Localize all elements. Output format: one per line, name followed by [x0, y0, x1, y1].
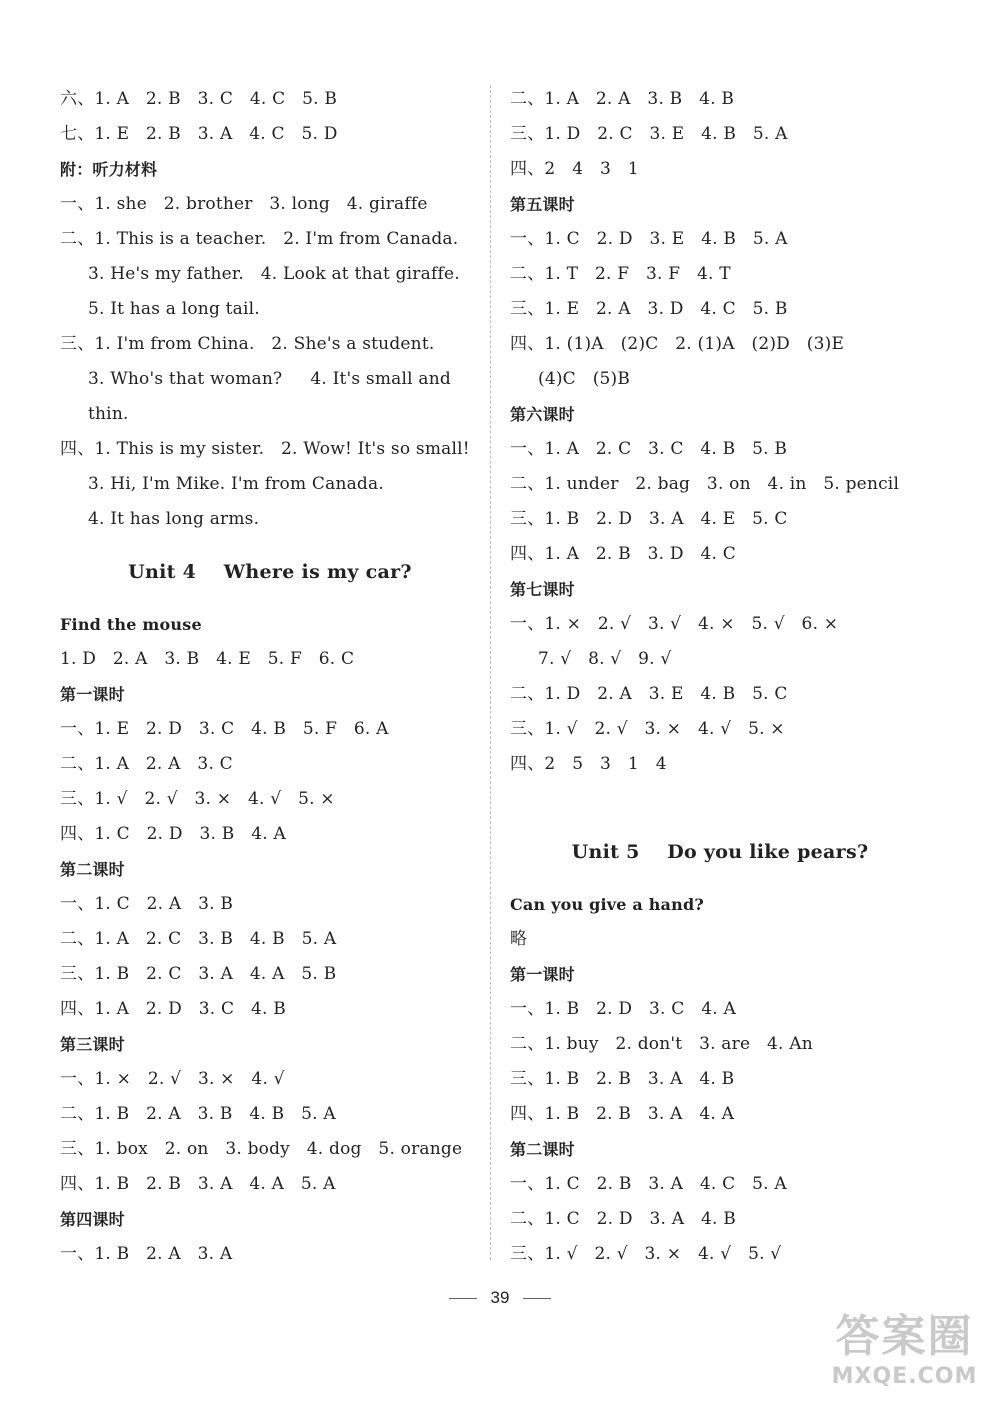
answer-line: 一、1. she 2. brother 3. long 4. giraffe — [60, 194, 428, 214]
answer-line: 二、1. under 2. bag 3. on 4. in 5. pencil — [510, 474, 900, 494]
answer-line: 二、1. T 2. F 3. F 4. T — [510, 264, 731, 284]
answer-line: 一、1. A 2. C 3. C 4. B 5. B — [510, 439, 788, 459]
unit-title: Unit 4 Where is my car? — [128, 561, 412, 583]
answer-line: 二、1. B 2. A 3. B 4. B 5. A — [60, 1104, 336, 1124]
answer-line: 略 — [510, 929, 528, 949]
answer-line: 二、1. This is a teacher. 2. I'm from Canada. — [60, 229, 459, 249]
answer-line: 三、1. I'm from China. 2. She's a student. — [60, 334, 435, 354]
answer-line: 四、1. A 2. D 3. C 4. B — [60, 999, 286, 1019]
answer-line: 七、1. E 2. B 3. A 4. C 5. D — [60, 124, 338, 144]
answer-line: 四、1. This is my sister. 2. Wow! It's so small! — [60, 439, 470, 459]
answer-line: 四、1. B 2. B 3. A 4. A — [510, 1104, 735, 1124]
answer-line: 三、1. box 2. on 3. body 4. dog 5. orange — [60, 1139, 463, 1159]
answer-line: 一、1. C 2. B 3. A 4. C 5. A — [510, 1174, 787, 1194]
answer-line: 二、1. buy 2. don't 3. are 4. An — [510, 1034, 813, 1054]
lesson-heading: 第一课时 — [510, 965, 575, 984]
answer-line: 四、1. (1)A (2)C 2. (1)A (2)D (3)E — [510, 334, 845, 354]
answer-line: 7. √ 8. √ 9. √ — [538, 649, 672, 669]
answer-line: 5. It has a long tail. — [88, 299, 260, 319]
answer-line: 三、1. B 2. B 3. A 4. B — [510, 1069, 735, 1089]
answer-line: thin. — [88, 404, 129, 424]
footer-dash — [449, 1298, 477, 1299]
page-number: 39 — [490, 1288, 510, 1307]
lesson-heading: 第四课时 — [60, 1210, 125, 1229]
footer-dash — [523, 1298, 551, 1299]
answer-line: 一、1. B 2. D 3. C 4. A — [510, 999, 736, 1019]
answer-line: 二、1. D 2. A 3. E 4. B 5. C — [510, 684, 788, 704]
answer-line: 四、2 4 3 1 — [510, 159, 639, 179]
answer-line: 三、1. B 2. D 3. A 4. E 5. C — [510, 509, 788, 529]
answer-line: 三、1. B 2. C 3. A 4. A 5. B — [60, 964, 337, 984]
answer-line: 三、1. √ 2. √ 3. × 4. √ 5. × — [510, 719, 785, 739]
lesson-heading: 第三课时 — [60, 1035, 125, 1054]
answer-line: 一、1. C 2. A 3. B — [60, 894, 234, 914]
site-watermark — [817, 1311, 992, 1401]
answer-line: 三、1. E 2. A 3. D 4. C 5. B — [510, 299, 788, 319]
answer-line: 3. Hi, I'm Mike. I'm from Canada. — [88, 474, 384, 494]
answer-line: 3. He's my father. 4. Look at that giraffe. — [88, 264, 460, 284]
lesson-heading: 第六课时 — [510, 405, 575, 424]
left-column — [60, 82, 480, 1272]
watermark-logo: 答案圈 — [835, 1311, 974, 1362]
answer-line: 一、1. E 2. D 3. C 4. B 5. F 6. A — [60, 719, 389, 739]
answer-line: 一、1. B 2. A 3. A — [60, 1244, 233, 1264]
answer-line: 四、1. B 2. B 3. A 4. A 5. A — [60, 1174, 336, 1194]
answer-line: 一、1. × 2. √ 3. √ 4. × 5. √ 6. × — [510, 614, 839, 634]
section-title: Find the mouse — [60, 615, 202, 634]
answer-line: 一、1. × 2. √ 3. × 4. √ — [60, 1069, 285, 1089]
answer-line: 三、1. √ 2. √ 3. × 4. √ 5. √ — [510, 1244, 782, 1264]
column-divider — [490, 85, 491, 1260]
answer-line: 3. Who's that woman? 4. It's small and — [88, 369, 451, 389]
answer-line: 二、1. A 2. A 3. C — [60, 754, 233, 774]
answer-line: 四、2 5 3 1 4 — [510, 754, 667, 774]
page-number-footer — [0, 1288, 1000, 1308]
spacer — [510, 782, 930, 817]
answer-line: 三、1. √ 2. √ 3. × 4. √ 5. × — [60, 789, 335, 809]
answer-line: 四、1. C 2. D 3. B 4. A — [60, 824, 286, 844]
lesson-heading: 第五课时 — [510, 195, 575, 214]
answer-line: 三、1. D 2. C 3. E 4. B 5. A — [510, 124, 788, 144]
lesson-heading: 第七课时 — [510, 580, 575, 599]
section-title: Can you give a hand? — [510, 895, 704, 914]
answer-line: 四、1. A 2. B 3. D 4. C — [510, 544, 736, 564]
answer-line: 一、1. C 2. D 3. E 4. B 5. A — [510, 229, 788, 249]
unit-title: Unit 5 Do you like pears? — [571, 841, 869, 863]
answer-line: 六、1. A 2. B 3. C 4. C 5. B — [60, 89, 338, 109]
answer-line: (4)C (5)B — [538, 369, 631, 389]
lesson-heading: 第一课时 — [60, 685, 125, 704]
answer-line: 4. It has long arms. — [88, 509, 260, 529]
lesson-heading: 第二课时 — [60, 860, 125, 879]
answer-line: 二、1. A 2. A 3. B 4. B — [510, 89, 735, 109]
lesson-heading: 第二课时 — [510, 1140, 575, 1159]
answer-line: 二、1. C 2. D 3. A 4. B — [510, 1209, 736, 1229]
answer-line: 二、1. A 2. C 3. B 4. B 5. A — [60, 929, 337, 949]
watermark-site: MXQE.COM — [831, 1364, 978, 1389]
section-heading: 附：听力材料 — [60, 160, 158, 179]
right-column — [510, 82, 930, 1272]
answer-line: 1. D 2. A 3. B 4. E 5. F 6. C — [60, 649, 355, 669]
